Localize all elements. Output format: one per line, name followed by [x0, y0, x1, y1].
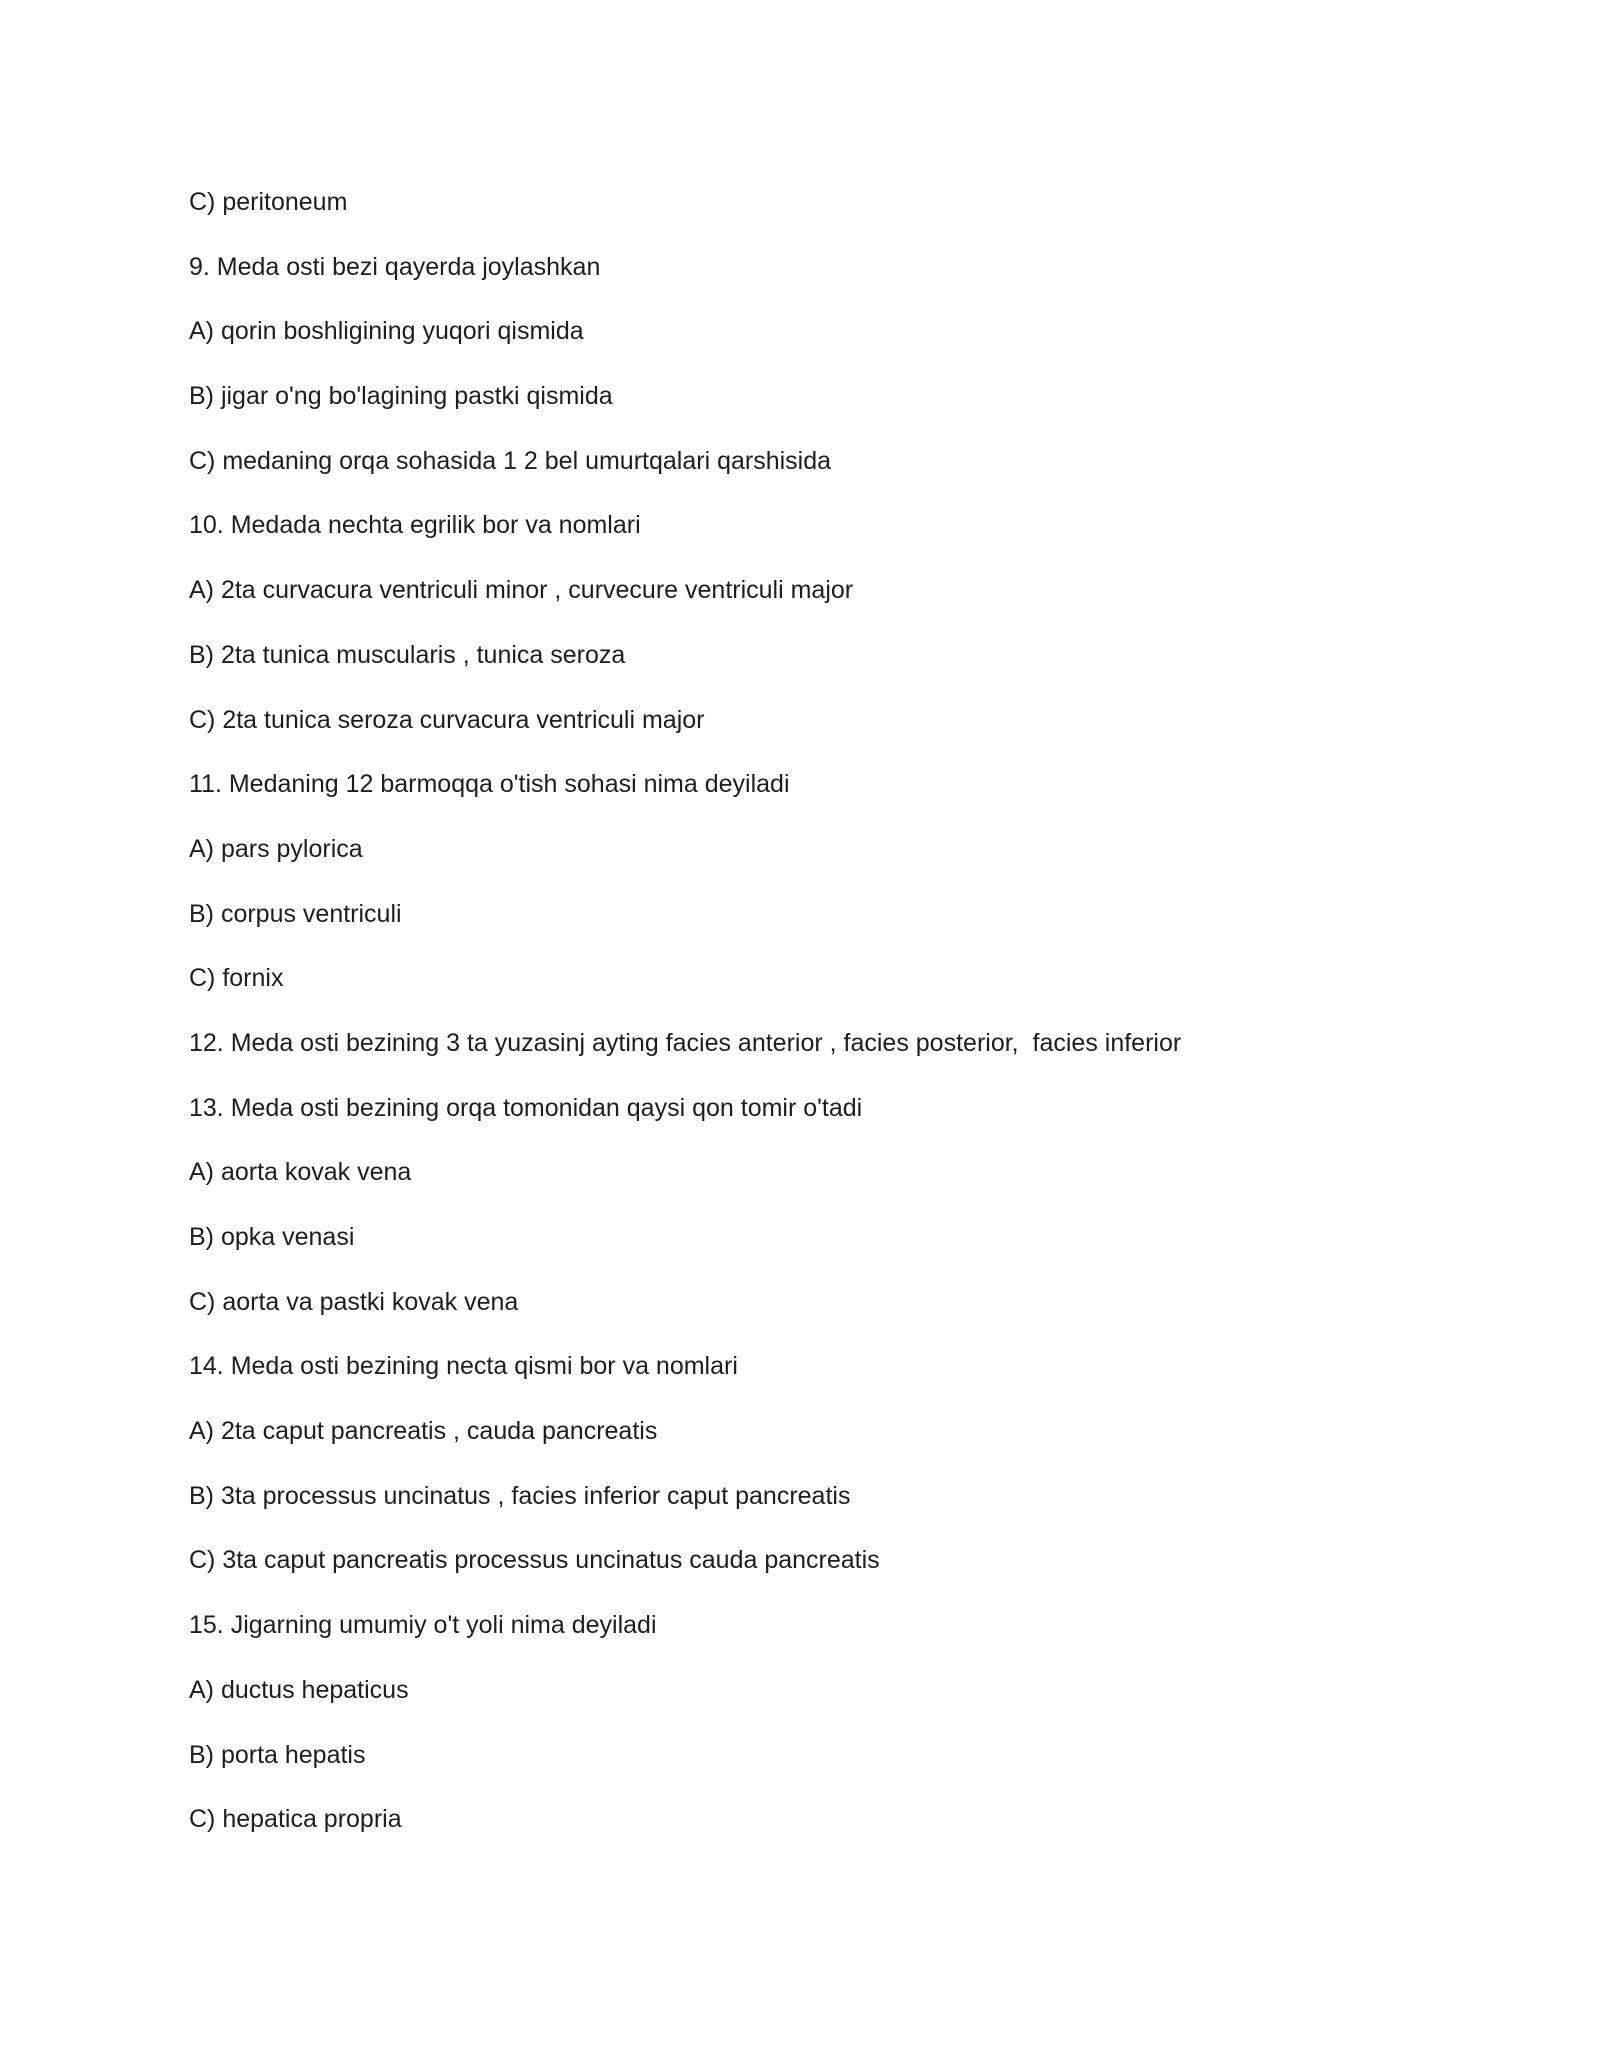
answer-option: A) 2ta caput pancreatis , cauda pancreatis	[189, 1417, 658, 1446]
question-text: 10. Medada nechta egrilik bor va nomlari	[189, 511, 641, 540]
answer-option: C) medaning orqa sohasida 1 2 bel umurtqalari qarshisida	[189, 446, 832, 475]
question-text: 15. Jigarning umumiy o't yoli nima deyiladi	[189, 1611, 657, 1640]
question-text: 9. Meda osti bezi qayerda joylashkan	[189, 252, 601, 281]
answer-option: C) aorta va pastki kovak vena	[189, 1287, 519, 1316]
answer-option: C) 3ta caput pancreatis processus uncinatus cauda pancreatis	[189, 1546, 880, 1575]
question-text: 11. Medaning 12 barmoqqa o'tish sohasi nima deyiladi	[189, 770, 790, 799]
question-text: 12. Meda osti bezining 3 ta yuzasinj ayting facies anterior , facies posterior, facies inferior	[189, 1028, 1182, 1057]
answer-option: A) aorta kovak vena	[189, 1158, 412, 1187]
answer-option: A) 2ta curvacura ventriculi minor , curvecure ventriculi major	[189, 576, 854, 605]
answer-option: B) 2ta tunica muscularis , tunica seroza	[189, 640, 626, 669]
answer-option: A) pars pylorica	[189, 834, 363, 863]
answer-option: B) corpus ventriculi	[189, 899, 402, 928]
answer-option: C) peritoneum	[189, 188, 348, 216]
answer-option: B) porta hepatis	[189, 1740, 366, 1769]
answer-option: C) fornix	[189, 964, 284, 993]
answer-option: A) ductus hepaticus	[189, 1675, 409, 1704]
answer-option: C) 2ta tunica seroza curvacura ventriculi major	[189, 705, 705, 734]
answer-option: B) jigar o'ng bo'lagining pastki qismida	[189, 382, 613, 411]
question-text: 13. Meda osti bezining orqa tomonidan qaysi qon tomir o'tadi	[189, 1093, 863, 1122]
answer-option: B) 3ta processus uncinatus , facies inferior caput pancreatis	[189, 1481, 851, 1510]
answer-option: B) opka venasi	[189, 1223, 355, 1251]
document-body	[189, 185, 1489, 1867]
question-text: 14. Meda osti bezining necta qismi bor va nomlari	[189, 1352, 738, 1381]
answer-option: C) hepatica propria	[189, 1805, 402, 1834]
answer-option: A) qorin boshligining yuqori qismida	[189, 317, 584, 346]
